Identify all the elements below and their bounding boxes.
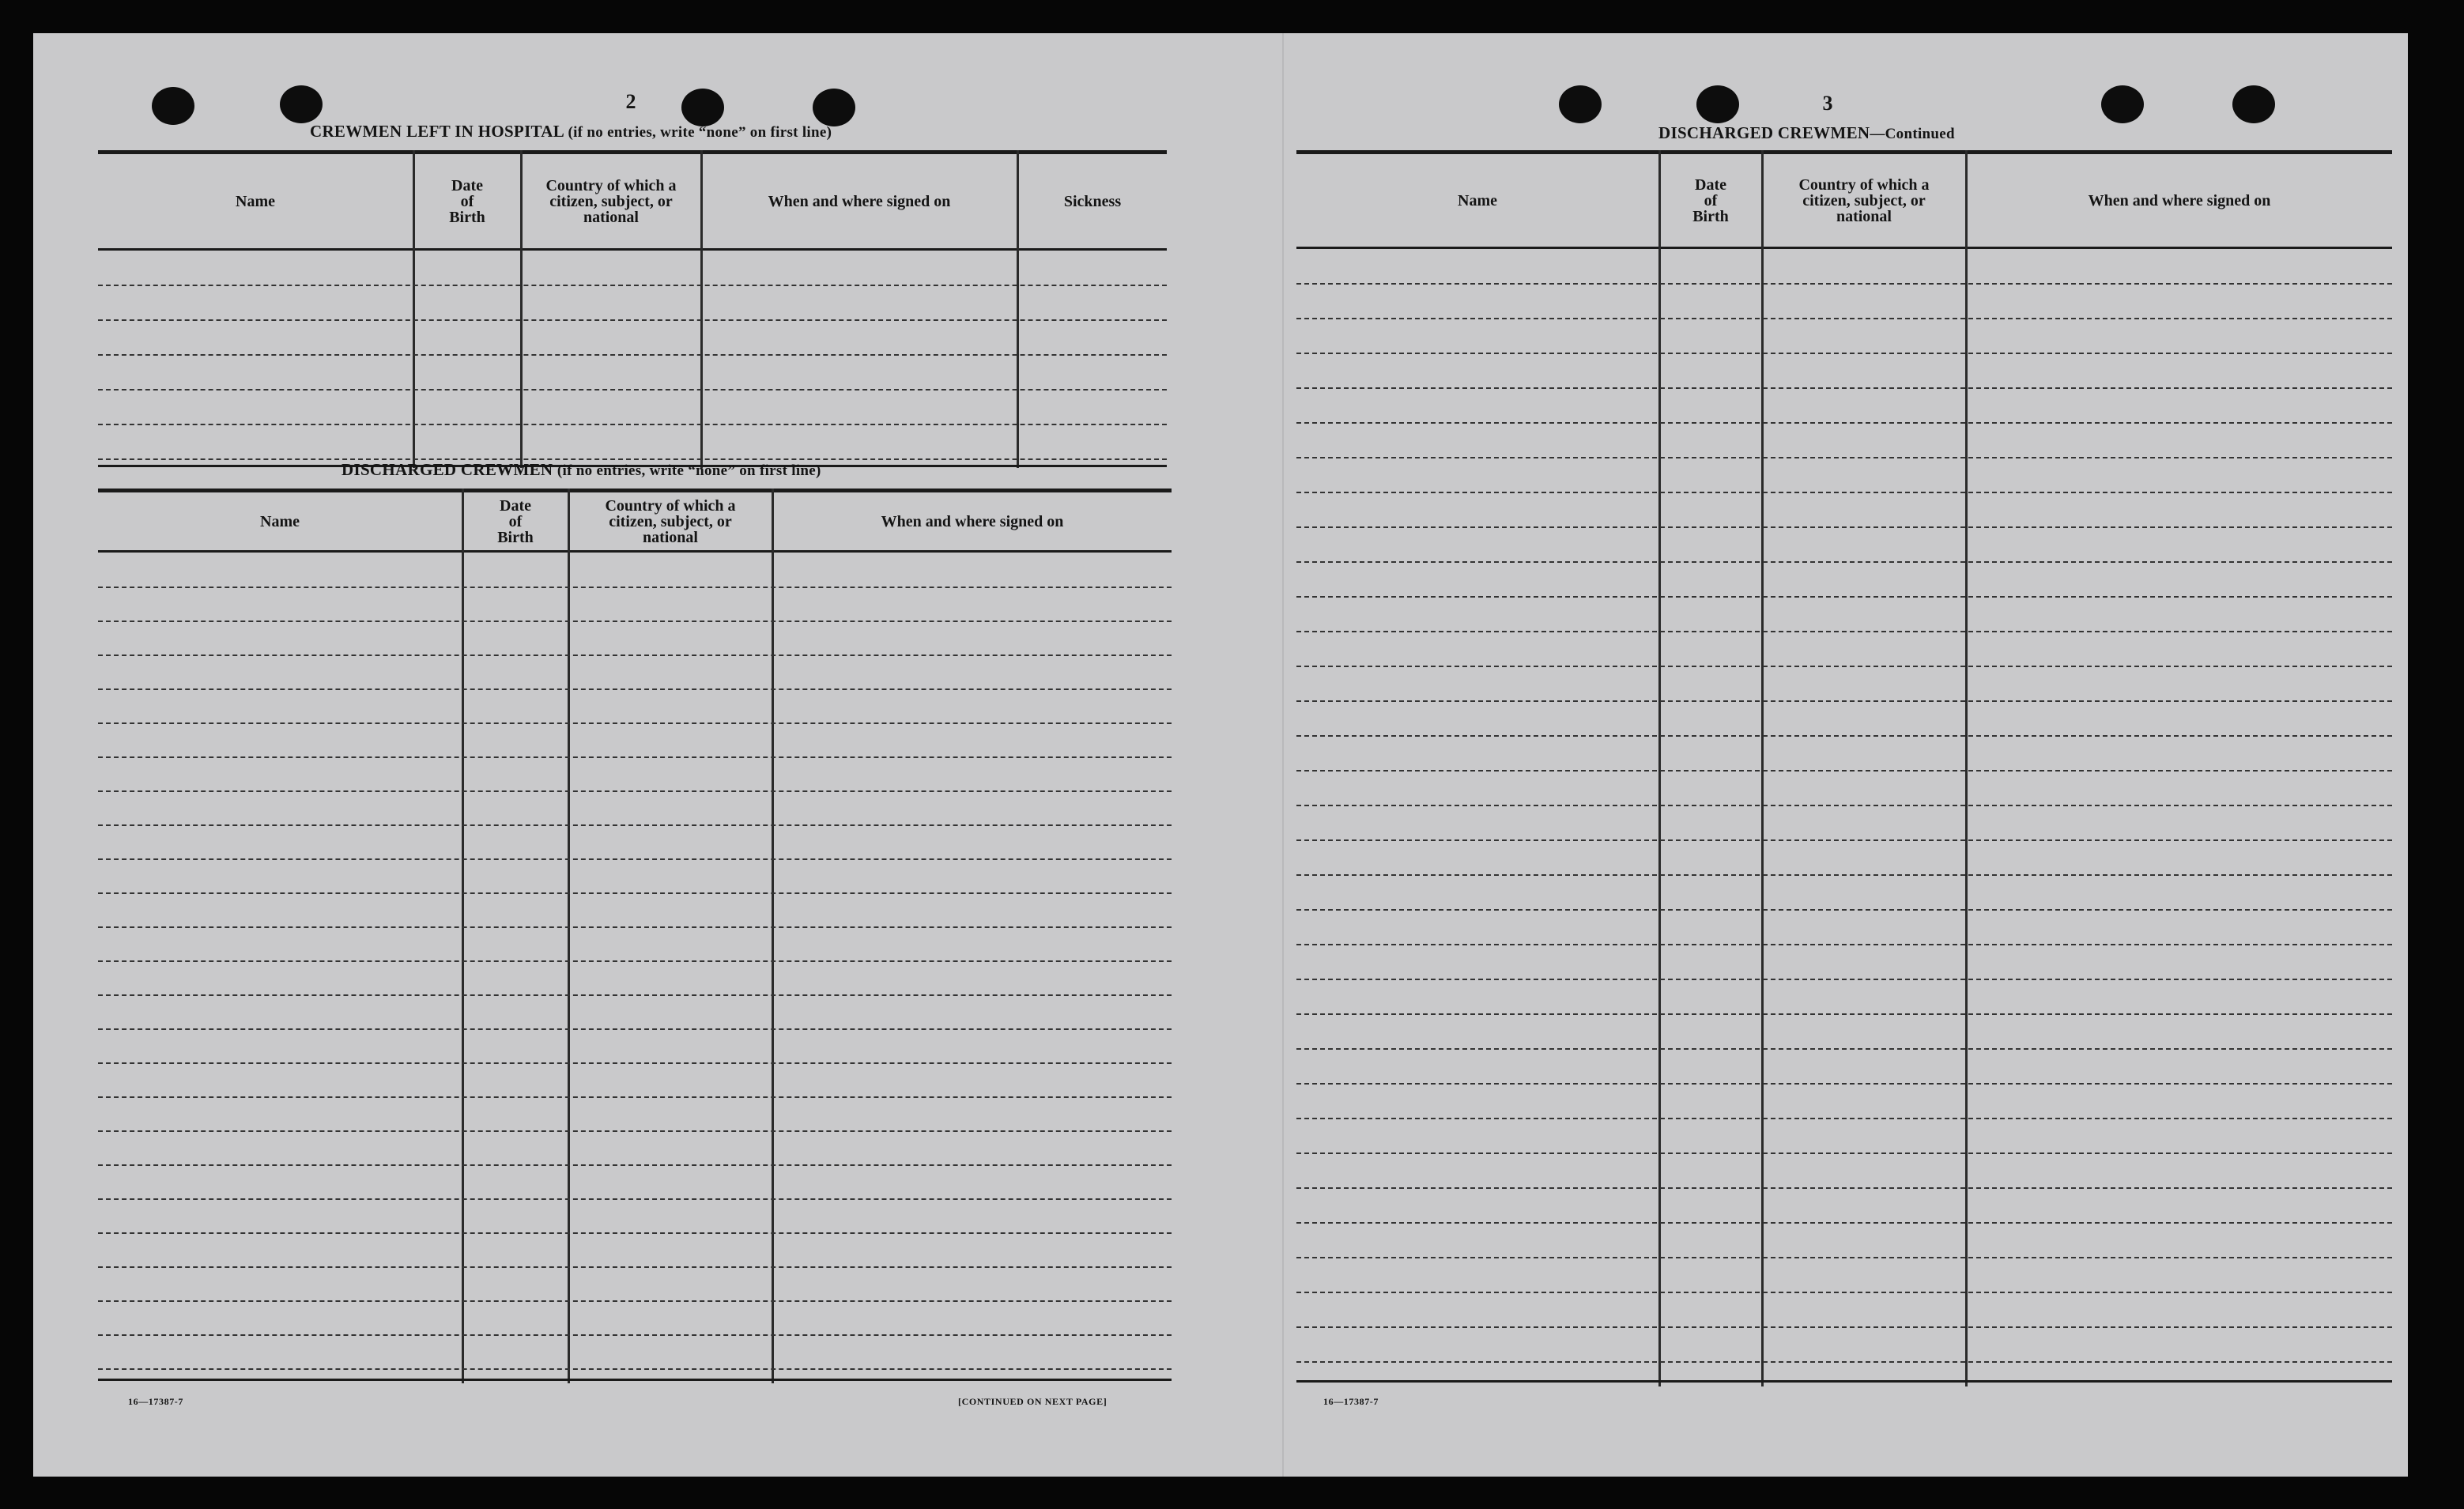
page-number: 3: [1822, 92, 1833, 115]
table-row: [1296, 909, 2392, 911]
table-row: [1296, 1222, 2392, 1224]
table-row: [98, 1198, 1172, 1200]
table-row: [98, 655, 1172, 656]
column-header-date-of-birth: Date of Birth: [449, 177, 485, 226]
column-header-sickness: Sickness: [1063, 193, 1122, 210]
table-row: [98, 790, 1172, 792]
column-header-signed-on: When and where signed on: [881, 513, 1064, 530]
column-header-signed-on: When and where signed on: [768, 193, 951, 210]
section-note: (if no entries, write “none” on first line): [557, 462, 821, 479]
section-title-text: CREWMEN LEFT IN HOSPITAL: [310, 122, 564, 141]
table-row: [98, 858, 1172, 860]
table-row: [1296, 596, 2392, 598]
table-row: [1296, 561, 2392, 563]
punch-hole: [1696, 85, 1739, 123]
table-row: [98, 1130, 1172, 1132]
table-row: [1296, 700, 2392, 702]
table-row: [98, 1368, 1172, 1370]
table-row: [98, 1164, 1172, 1166]
punch-hole: [1559, 85, 1602, 123]
table-row: [1296, 874, 2392, 876]
discharged-continued-table: [1296, 150, 2392, 1386]
table-row: [1296, 1152, 2392, 1154]
column-header-country: Country of which a citizen, subject, or national: [1798, 176, 1930, 225]
table-row: [98, 1334, 1172, 1336]
form-number: 16—17387-7: [1323, 1396, 1379, 1407]
table-row: [98, 319, 1167, 321]
table-row: [98, 1300, 1172, 1302]
column-header-name: Name: [260, 513, 300, 530]
table-row: [98, 587, 1172, 588]
punch-hole: [2101, 85, 2144, 123]
table-row: [98, 1062, 1172, 1064]
discharged-continued-title: [1658, 123, 1955, 143]
table-row: [1296, 1292, 2392, 1293]
table-row: [98, 722, 1172, 724]
table-row: [98, 688, 1172, 690]
column-header-country: Country of which a citizen, subject, or national: [605, 497, 736, 546]
page-number: 2: [625, 90, 636, 113]
table-row: [1296, 735, 2392, 737]
table-row: [98, 824, 1172, 826]
table-row: [98, 1266, 1172, 1268]
table-row: [98, 354, 1167, 356]
table-row: [98, 926, 1172, 928]
punch-hole: [2232, 85, 2275, 123]
table-row: [98, 1096, 1172, 1098]
table-row: [98, 756, 1172, 758]
table-row: [98, 424, 1167, 425]
table-row: [1296, 526, 2392, 528]
page-fold: [1282, 33, 1284, 1477]
column-header-date-of-birth: Date of Birth: [1692, 176, 1729, 225]
table-row: [98, 960, 1172, 962]
section-title-text: DISCHARGED CREWMEN: [341, 460, 553, 479]
table-row: [1296, 805, 2392, 806]
table-row: [1296, 666, 2392, 667]
section-note: (if no entries, write “none” on first line): [568, 124, 832, 141]
table-row: [1296, 318, 2392, 319]
table-row: [98, 621, 1172, 622]
table-row: [1296, 353, 2392, 354]
hospital-section-title: [310, 122, 832, 141]
column-header-date-of-birth: Date of Birth: [497, 497, 534, 546]
table-row: [1296, 839, 2392, 841]
section-title-suffix: —Continued: [1870, 126, 1955, 142]
table-row: [1296, 1118, 2392, 1119]
table-row: [1296, 1361, 2392, 1363]
table-row: [1296, 1187, 2392, 1189]
punch-hole: [152, 87, 194, 125]
table-row: [1296, 944, 2392, 945]
table-row: [98, 285, 1167, 286]
table-row: [1296, 492, 2392, 493]
table-row: [1296, 422, 2392, 424]
table-row: [1296, 387, 2392, 389]
punch-hole: [280, 85, 323, 123]
punch-hole: [813, 89, 855, 126]
table-row: [1296, 770, 2392, 771]
table-row: [98, 1232, 1172, 1234]
continued-note: [CONTINUED ON NEXT PAGE]: [958, 1396, 1107, 1407]
punch-hole: [681, 89, 724, 126]
hospital-table: [98, 150, 1167, 468]
column-header-signed-on: When and where signed on: [2088, 192, 2271, 209]
section-title-text: DISCHARGED CREWMEN: [1658, 123, 1870, 142]
form-number: 16—17387-7: [128, 1396, 183, 1407]
table-row: [98, 892, 1172, 894]
discharged-section-title: [341, 460, 821, 480]
column-header-name: Name: [236, 193, 275, 210]
column-header-name: Name: [1458, 192, 1497, 209]
table-row: [1296, 283, 2392, 285]
table-row: [1296, 631, 2392, 632]
table-row: [1296, 979, 2392, 980]
table-row: [1296, 1048, 2392, 1050]
table-row: [98, 389, 1167, 390]
column-header-country: Country of which a citizen, subject, or national: [545, 177, 677, 226]
table-row: [1296, 1013, 2392, 1015]
table-row: [1296, 1326, 2392, 1328]
document-paper: [33, 33, 2408, 1477]
table-row: [1296, 1083, 2392, 1085]
table-row: [1296, 457, 2392, 458]
discharged-table: [98, 489, 1172, 1383]
table-row: [1296, 1257, 2392, 1258]
table-row: [98, 994, 1172, 996]
table-row: [98, 1028, 1172, 1030]
